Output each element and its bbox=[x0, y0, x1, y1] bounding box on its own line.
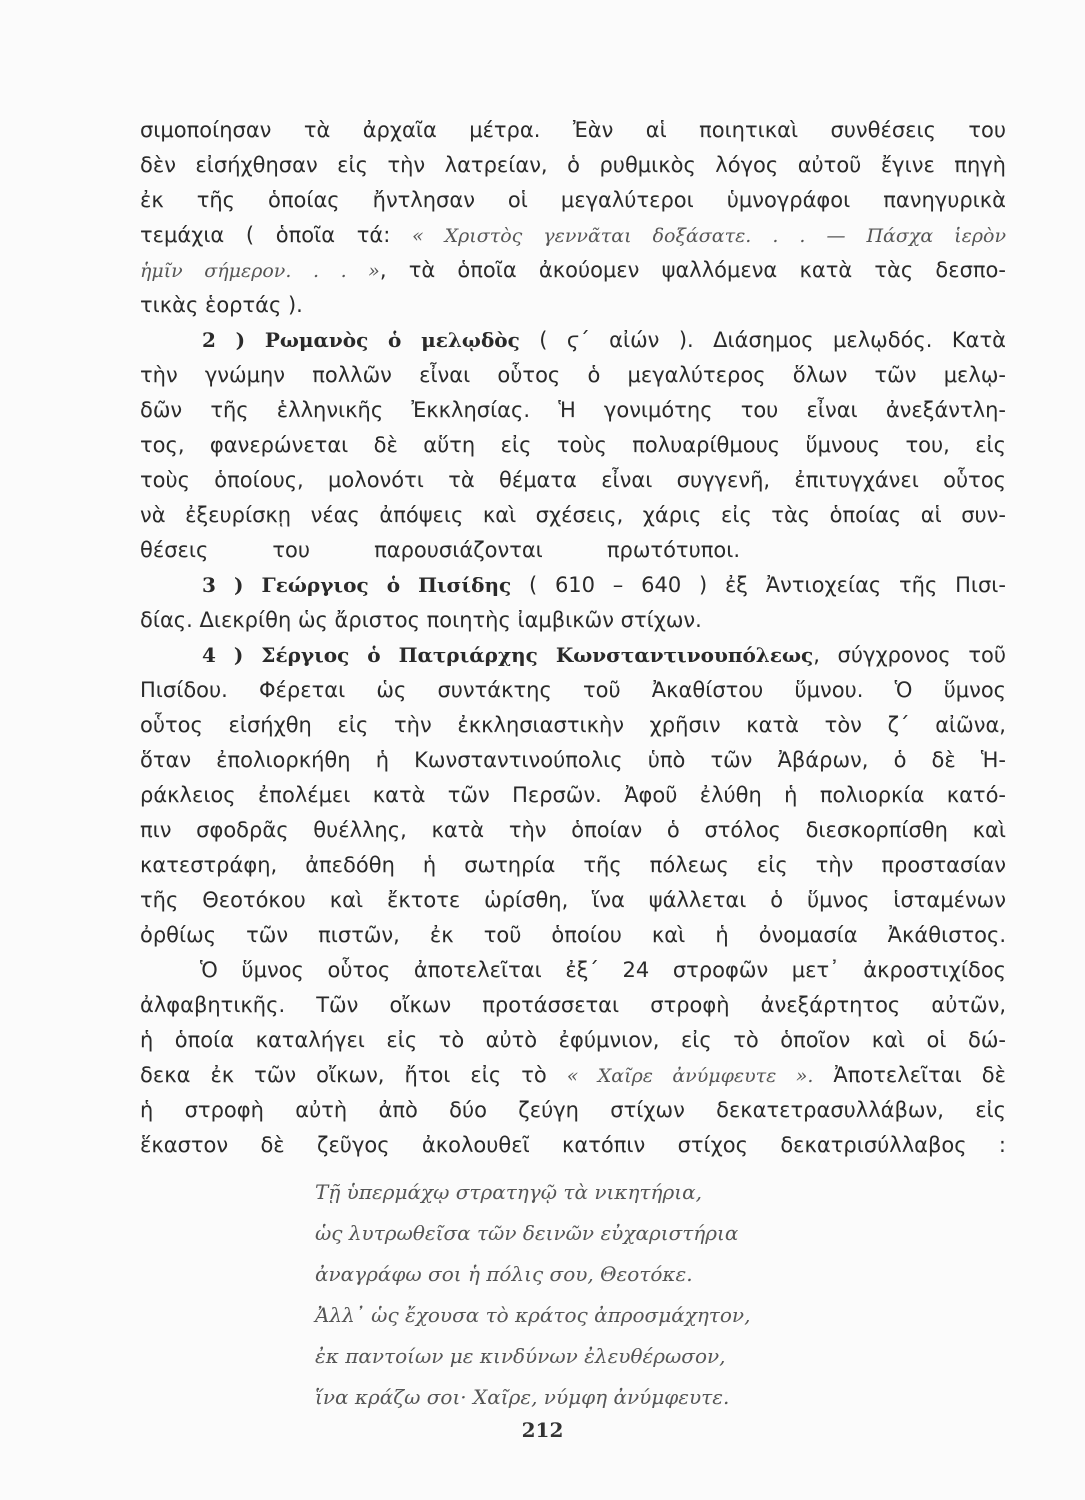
text-run: πιν σφοδρᾶς θυέλλης, κατὰ τὴν ὁποίαν ὁ στόλος διεσκορπίσθη καὶ bbox=[140, 818, 1006, 842]
text-line bbox=[140, 253, 1006, 288]
text-line bbox=[140, 463, 1006, 498]
text-line bbox=[140, 218, 1006, 253]
italic-quote: « Χαῖρε ἀνύμφευτε ». bbox=[566, 1065, 814, 1087]
italic-quote: « Χριστὸς γεννᾶται δοξάσατε. . . — Πάσχα ἱερὸν bbox=[411, 225, 1006, 247]
text-run: τὴν γνώμην πολλῶν εἶναι οὗτος ὁ μεγαλύτερος ὅλων τῶν μελῳ- bbox=[140, 363, 1006, 387]
text-run: τικὰς ἑορτάς ). bbox=[140, 293, 303, 317]
verse-line: ἐκ παντοίων με κινδύνων ἐλευθέρωσον, bbox=[315, 1344, 726, 1368]
text-run: σιμοποίησαν τὰ ἀρχαῖα μέτρα. Ἐὰν αἱ ποιητικαὶ συνθέσεις του bbox=[140, 118, 1006, 142]
text-run: ὅταν ἐπολιορκήθη ἡ Κωνσταντινούπολις ὑπὸ τῶν Ἀβάρων, ὁ δὲ Ἡ- bbox=[140, 748, 1006, 772]
text-line bbox=[140, 813, 1006, 848]
text-run: ἐκ τῆς ὁποίας ἤντλησαν οἱ μεγαλύτεροι ὑμνογράφοι πανηγυρικὰ bbox=[140, 188, 1006, 212]
text-line bbox=[140, 393, 1006, 428]
body-text bbox=[140, 113, 1006, 1163]
text-line bbox=[140, 533, 740, 568]
text-run: Ἀποτελεῖται δὲ bbox=[813, 1063, 1006, 1087]
verse-line: Ἀλλ᾽ ὡς ἔχουσα τὸ κράτος ἀπροσμάχητον, bbox=[315, 1303, 751, 1327]
text-run: δὲν εἰσήχθησαν εἰς τὴν λατρείαν, ὁ ρυθμικὸς λόγος αὐτοῦ ἔγινε πηγὴ bbox=[140, 153, 1006, 177]
verse-line: Τῇ ὑπερμάχῳ στρατηγῷ τὰ νικητήρια, bbox=[315, 1180, 702, 1204]
text-line bbox=[140, 918, 1006, 953]
text-line bbox=[140, 778, 1006, 813]
text-run: ἡ ὁποία καταλήγει εἰς τὸ αὐτὸ ἐφύμνιον, εἰς τὸ ὁποῖον καὶ οἱ δώ- bbox=[140, 1028, 1006, 1052]
text-run: ὀρθίως τῶν πιστῶν, ἐκ τοῦ ὁποίου καὶ ἡ ὀνομασία Ἀκάθιστος. bbox=[140, 923, 1006, 947]
text-line bbox=[140, 183, 1006, 218]
text-run: τοὺς ὁποίους, μολονότι τὰ θέματα εἶναι συγγενῆ, ἐπιτυγχάνει οὗτος bbox=[140, 468, 1006, 492]
text-line bbox=[140, 428, 1006, 463]
text-line bbox=[140, 953, 1006, 988]
text-run: ἕκαστον δὲ ζεῦγος ἀκολουθεῖ κατόπιν στίχος δεκατρισύλλαβος : bbox=[140, 1133, 1006, 1157]
text-line bbox=[140, 358, 1006, 393]
text-line bbox=[140, 883, 1006, 918]
page-number: 212 bbox=[521, 1418, 564, 1442]
text-line bbox=[140, 708, 1006, 743]
bold-heading: 3 ) Γεώργιος ὁ Πισίδης bbox=[202, 573, 512, 597]
verse-line: ἀναγράφω σοι ἡ πόλις σου, Θεοτόκε. bbox=[315, 1262, 693, 1286]
verse-line: ἵνα κράζω σοι· Χαῖρε, νύμφη ἀνύμφευτε. bbox=[315, 1385, 730, 1409]
italic-quote: ἡμῖν σήμερον. . . » bbox=[140, 260, 380, 282]
text-line bbox=[140, 113, 1006, 148]
text-run: , σύγχρονος τοῦ bbox=[813, 643, 1006, 667]
text-run: ( ϛ΄ αἰών ). Διάσημος μελῳδός. Κατὰ bbox=[519, 328, 1006, 352]
text-line bbox=[140, 1023, 1006, 1058]
text-run: ἡ στροφὴ αὐτὴ ἀπὸ δύο ζεύγη στίχων δεκατετρασυλλάβων, εἰς bbox=[140, 1098, 1006, 1122]
text-line bbox=[140, 1058, 1006, 1093]
text-line bbox=[140, 1093, 1006, 1128]
text-run: δίας. Διεκρίθη ὡς ἄριστος ποιητὴς ἰαμβικῶν στίχων. bbox=[140, 608, 702, 632]
text-line bbox=[140, 988, 1006, 1023]
text-line bbox=[140, 673, 1006, 708]
text-run: νὰ ἐξευρίσκῃ νέας ἀπόψεις καὶ σχέσεις, χάρις εἰς τὰς ὁποίας αἱ συν- bbox=[140, 503, 1006, 527]
text-line bbox=[140, 848, 1006, 883]
text-run: δεκα ἐκ τῶν οἴκων, ἤτοι εἰς τὸ bbox=[140, 1063, 567, 1087]
text-run: θέσεις του παρουσιάζονται πρωτότυποι. bbox=[140, 538, 740, 562]
text-run: ( 610 – 640 ) ἐξ Ἀντιοχείας τῆς Πισι- bbox=[511, 573, 1006, 597]
text-run: , τὰ ὁποῖα ἀκούομεν ψαλλόμενα κατὰ τὰς δεσπο- bbox=[379, 258, 1006, 282]
text-run: οὗτος εἰσήχθη εἰς τὴν ἐκκλησιαστικὴν χρῆσιν κατὰ τὸν ζ΄ αἰῶνα, bbox=[140, 713, 1006, 737]
text-run: κατεστράφη, ἀπεδόθη ἡ σωτηρία τῆς πόλεως εἰς τὴν προστασίαν bbox=[140, 853, 1006, 877]
text-run: ράκλειος ἐπολέμει κατὰ τῶν Περσῶν. Ἀφοῦ ἐλύθη ἡ πολιορκία κατό- bbox=[140, 783, 1006, 807]
text-run: Ὁ ὕμνος οὗτος ἀποτελεῖται ἐξ΄ 24 στροφῶν μετ᾽ ἀκροστιχίδος bbox=[200, 958, 1006, 982]
text-run: ἀλφαβητικῆς. Τῶν οἴκων προτάσσεται στροφὴ ἀνεξάρτητος αὐτῶν, bbox=[140, 993, 1006, 1017]
text-run: Πισίδου. Φέρεται ὡς συντάκτης τοῦ Ἀκαθίστου ὕμνου. Ὁ ὕμνος bbox=[140, 678, 1006, 702]
text-run: τῆς Θεοτόκου καὶ ἔκτοτε ὡρίσθη, ἵνα ψάλλεται ὁ ὕμνος ἱσταμένων bbox=[140, 888, 1006, 912]
text-line bbox=[140, 603, 1006, 638]
text-line bbox=[140, 323, 1006, 358]
text-line bbox=[140, 288, 1006, 323]
text-run: τος, φανερώνεται δὲ αὕτη εἰς τοὺς πολυαρίθμους ὕμνους του, εἰς bbox=[140, 433, 1006, 457]
text-line bbox=[140, 148, 1006, 183]
text-run: δῶν τῆς ἑλληνικῆς Ἐκκλησίας. Ἡ γονιμότης του εἶναι ἀνεξάντλη- bbox=[140, 398, 1006, 422]
text-line bbox=[140, 498, 1006, 533]
text-run: τεμάχια ( ὁποῖα τά: bbox=[140, 223, 412, 247]
text-line bbox=[140, 743, 1006, 778]
text-line bbox=[140, 568, 1006, 603]
verse-line: ὡς λυτρωθεῖσα τῶν δεινῶν εὐχαριστήρια bbox=[315, 1221, 739, 1245]
text-line bbox=[140, 638, 1006, 673]
hymn-verse bbox=[315, 1172, 750, 1418]
bold-heading: 4 ) Σέργιος ὁ Πατριάρχης Κωνσταντινουπόλεως bbox=[202, 643, 814, 667]
bold-heading: 2 ) Ρωμανὸς ὁ μελῳδὸς bbox=[202, 328, 520, 352]
text-line bbox=[140, 1128, 1006, 1163]
